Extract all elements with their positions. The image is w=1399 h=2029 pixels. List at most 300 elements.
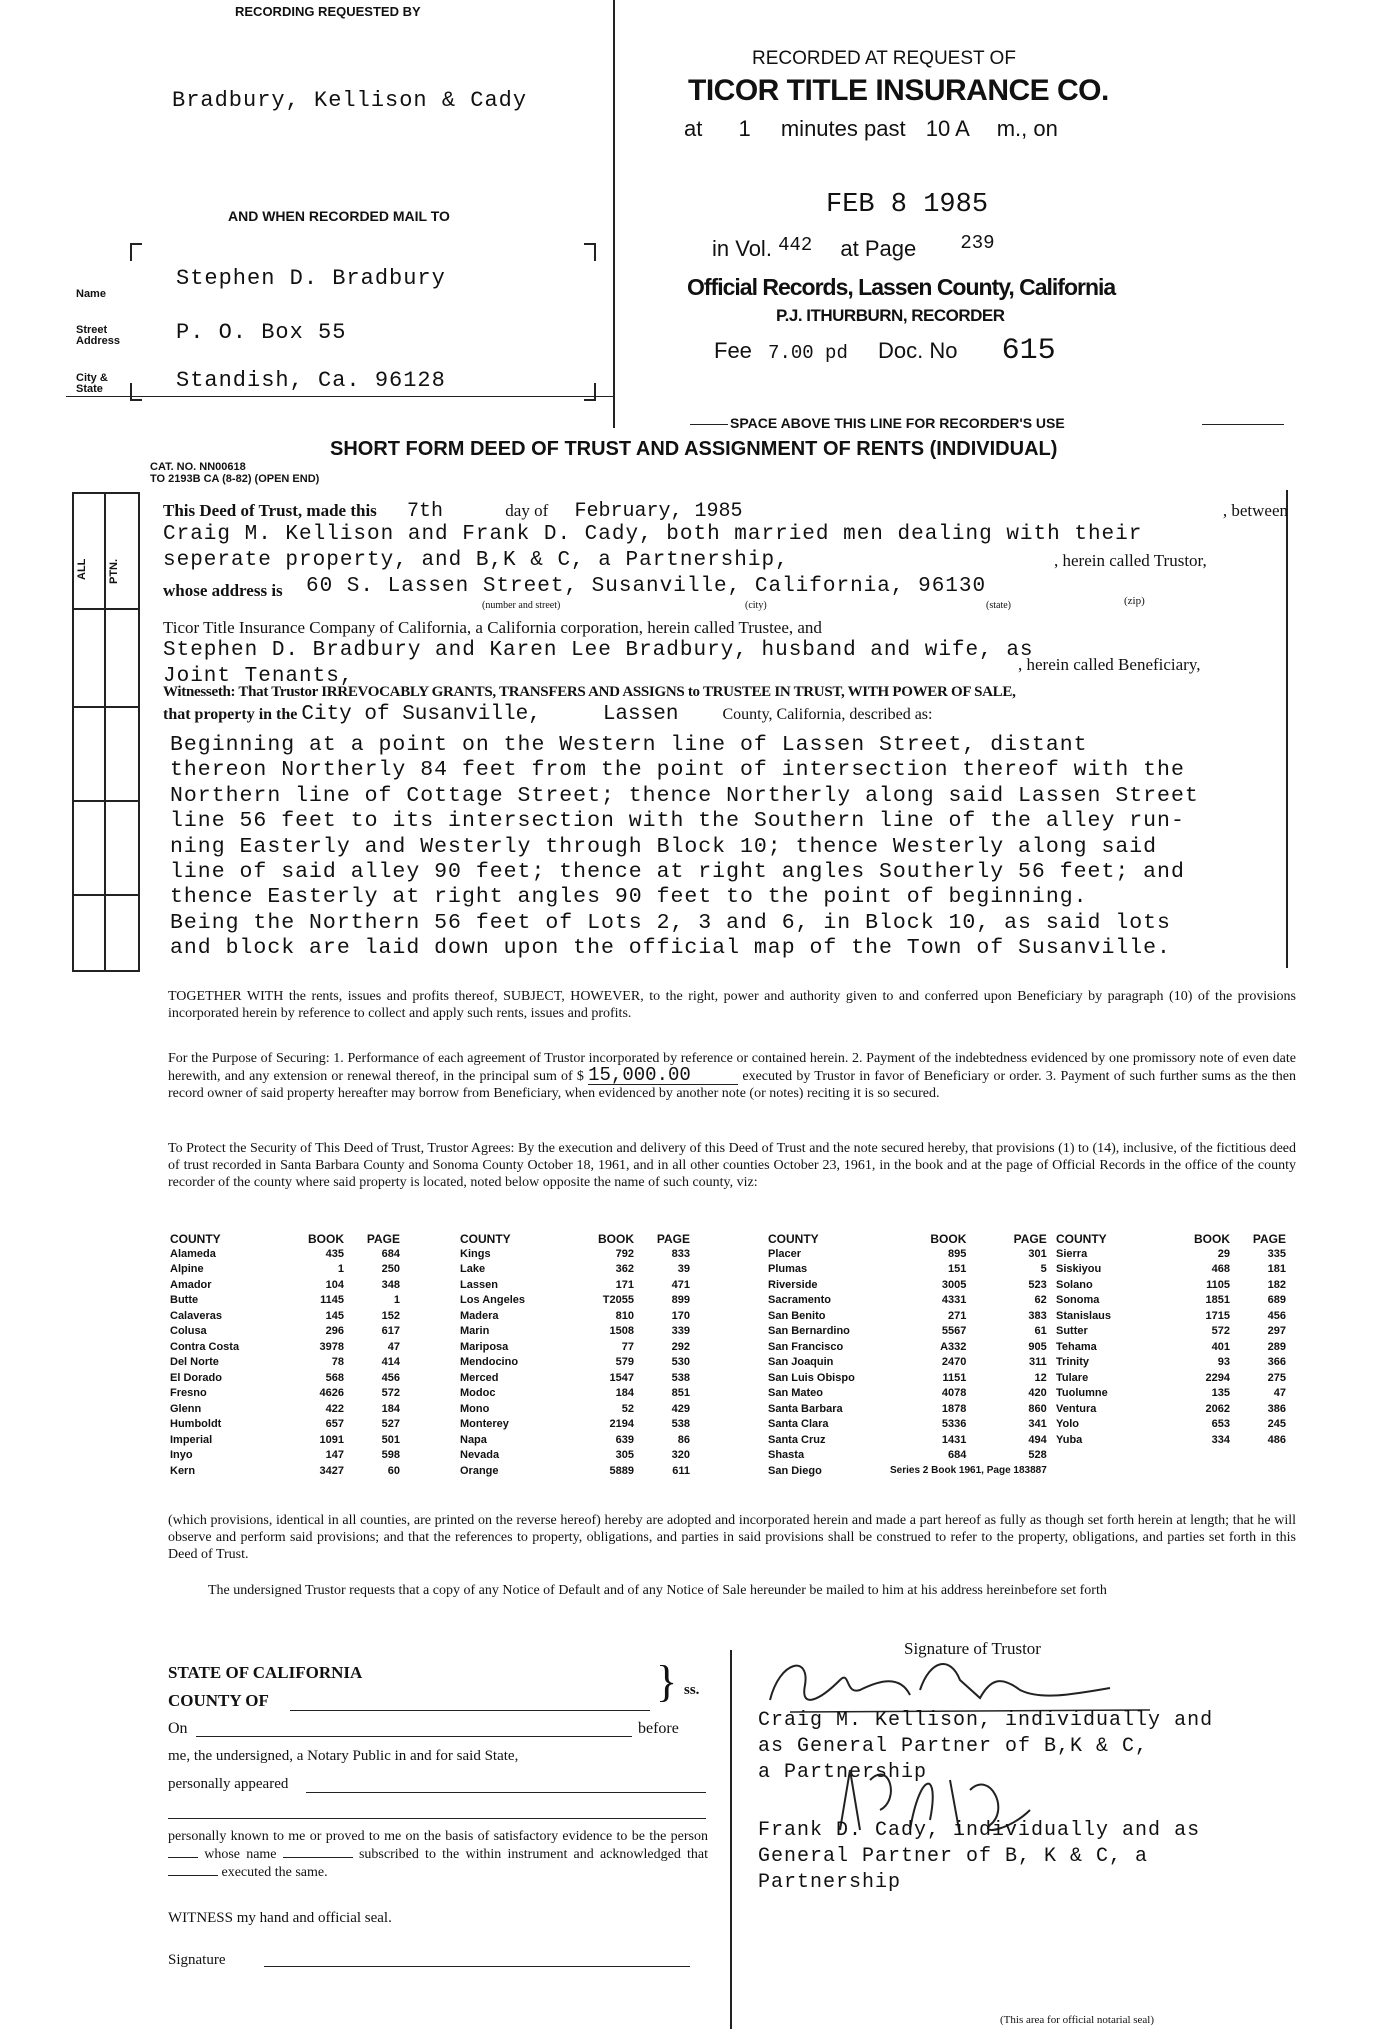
county-row bbox=[766, 1386, 1049, 1402]
county-row bbox=[168, 1308, 402, 1324]
county-name: Sutter bbox=[1056, 1325, 1088, 1338]
county-page: 383 bbox=[1028, 1309, 1047, 1322]
month-year-value: February, 1985 bbox=[574, 500, 743, 523]
county-book: 1878 bbox=[941, 1402, 967, 1415]
county-header-cell: PAGE bbox=[366, 1232, 400, 1246]
county-name: Butte bbox=[170, 1294, 199, 1307]
county-row bbox=[1054, 1308, 1288, 1324]
county-book: 4331 bbox=[941, 1294, 967, 1307]
county-book: 422 bbox=[325, 1402, 344, 1415]
county-name: Nevada bbox=[460, 1449, 500, 1462]
county-row bbox=[458, 1401, 692, 1417]
county-book: 1851 bbox=[1205, 1294, 1230, 1307]
county-name: Los Angeles bbox=[460, 1294, 525, 1307]
recorded-date-stamp: FEB 8 1985 bbox=[826, 190, 989, 220]
county-book: 579 bbox=[615, 1356, 634, 1369]
trustor-1-line-1: Craig M. Kellison, individually and bbox=[758, 1709, 1214, 1732]
county-column bbox=[1054, 1232, 1288, 1479]
county-row bbox=[766, 1401, 1049, 1417]
notary-that-blank bbox=[168, 1875, 218, 1876]
county-page: 60 bbox=[387, 1464, 400, 1477]
county-row bbox=[168, 1293, 402, 1309]
county-book: 3427 bbox=[319, 1464, 344, 1477]
county-row bbox=[168, 1339, 402, 1355]
county-header-cell: COUNTY bbox=[1056, 1232, 1107, 1246]
trustor-2-line-3: Partnership bbox=[758, 1871, 902, 1894]
county-page: 486 bbox=[1267, 1433, 1286, 1446]
county-page: 275 bbox=[1267, 1371, 1286, 1384]
description-line: Being the Northern 56 feet of Lots 2, 3 and 6, in Block 10, as said lots bbox=[170, 910, 1171, 935]
county-page bbox=[1232, 1463, 1288, 1479]
zip-caption: (zip) bbox=[1124, 595, 1145, 607]
recorded-at-request-label: RECORDED AT REQUEST OF bbox=[752, 48, 1016, 69]
notary-before: before bbox=[638, 1720, 679, 1737]
city-state-label: City & State bbox=[76, 372, 108, 395]
county-column bbox=[168, 1232, 402, 1479]
county-page: 598 bbox=[381, 1449, 400, 1462]
county-book: T2055 bbox=[602, 1294, 634, 1307]
county-page: 301 bbox=[1028, 1247, 1047, 1260]
county-page: 47 bbox=[387, 1340, 400, 1353]
county-book: 78 bbox=[331, 1356, 344, 1369]
county-row bbox=[168, 1401, 402, 1417]
county-row bbox=[1054, 1386, 1288, 1402]
signature-area-divider bbox=[730, 1650, 732, 2029]
county-page: 348 bbox=[381, 1278, 400, 1291]
county-row bbox=[168, 1355, 402, 1371]
county-row bbox=[458, 1432, 692, 1448]
county-page: 528 bbox=[1028, 1449, 1047, 1462]
side-label-all: ALL bbox=[76, 558, 88, 580]
doc-label: Doc. No bbox=[878, 338, 958, 363]
county-page: 170 bbox=[671, 1309, 690, 1322]
county-book: 639 bbox=[615, 1433, 634, 1446]
county-row bbox=[458, 1308, 692, 1324]
county-header-cell: COUNTY bbox=[460, 1232, 511, 1246]
ticor-company-name: TICOR TITLE INSURANCE CO. bbox=[688, 74, 1109, 107]
recorder-use-rule-right bbox=[1202, 424, 1284, 425]
county-page: 527 bbox=[381, 1418, 400, 1431]
county-column bbox=[766, 1232, 1049, 1479]
county-page: 86 bbox=[677, 1433, 690, 1446]
county-name: Solano bbox=[1056, 1278, 1093, 1291]
county-book: 305 bbox=[615, 1449, 634, 1462]
county-name: San Mateo bbox=[768, 1387, 824, 1400]
county-name: Sierra bbox=[1056, 1247, 1088, 1260]
county-header-cell: PAGE bbox=[656, 1232, 690, 1246]
county-row bbox=[1054, 1339, 1288, 1355]
notary-person-blank bbox=[168, 1857, 198, 1858]
county-name: Tuolumne bbox=[1056, 1387, 1108, 1400]
county-page: 62 bbox=[1034, 1294, 1047, 1307]
county-book: 3978 bbox=[319, 1340, 344, 1353]
county-book: 5889 bbox=[609, 1464, 634, 1477]
county-book: 77 bbox=[621, 1340, 634, 1353]
county-row bbox=[458, 1463, 692, 1479]
trustor-address: 60 S. Lassen Street, Susanville, California, 96130 bbox=[306, 575, 987, 598]
county-page: 905 bbox=[1028, 1340, 1047, 1353]
fee-label: Fee bbox=[714, 338, 752, 363]
purpose-text-b: executed by Trustor in favor of Beneficiary or order. 3. Payment of such further sums as the then record owner of said property hereafter may borrow from Beneficiary, when evidenced by another note (or notes) reciting it is so secured. bbox=[168, 1069, 1297, 1101]
page-value: 239 bbox=[960, 232, 995, 254]
recording-requested-by-value: Bradbury, Kellison & Cady bbox=[172, 88, 528, 113]
county-page: 152 bbox=[381, 1309, 400, 1322]
county-name: Fresno bbox=[170, 1387, 207, 1400]
purpose-paragraph bbox=[168, 1050, 1296, 1102]
notary-county-label: COUNTY OF bbox=[168, 1691, 269, 1710]
county-row bbox=[766, 1370, 1049, 1386]
county-row bbox=[1054, 1293, 1288, 1309]
county-row bbox=[168, 1463, 402, 1479]
description-line: and block are laid down upon the official map of the Town of Susanville. bbox=[170, 936, 1171, 961]
county-book: 684 bbox=[948, 1449, 967, 1462]
form-number: TO 2193B CA (8-82) (OPEN END) bbox=[150, 473, 320, 485]
county-page: 494 bbox=[1028, 1433, 1047, 1446]
county-page: 250 bbox=[381, 1263, 400, 1276]
county-name: Mono bbox=[460, 1402, 490, 1415]
county-book bbox=[1176, 1448, 1232, 1464]
property-prefix: that property in the bbox=[163, 706, 298, 723]
county-book: 151 bbox=[948, 1263, 967, 1276]
county-book: 2062 bbox=[1205, 1402, 1230, 1415]
county-book: A332 bbox=[940, 1340, 967, 1353]
county-book: 5567 bbox=[941, 1325, 967, 1338]
recorder-name: P.J. ITHURBURN, RECORDER bbox=[776, 306, 1005, 325]
county-page: 899 bbox=[671, 1294, 690, 1307]
property-line bbox=[163, 703, 1283, 726]
county-book: 792 bbox=[615, 1247, 634, 1260]
purpose-text-a: For the Purpose of Securing: 1. Performance of each agreement of Trustor incorporated by reference or contained herein. 2. Payment of the indebtedness evidenced by one promissory note of even date herewith, and any extension or renewal thereof, in the principal sum of $ bbox=[168, 1051, 1296, 1084]
name-value: Stephen D. Bradbury bbox=[176, 266, 446, 291]
herein-trustor-label: , herein called Trustor, bbox=[1054, 551, 1207, 570]
county-row bbox=[766, 1324, 1049, 1340]
county-row bbox=[458, 1324, 692, 1340]
county-book: 271 bbox=[948, 1309, 967, 1322]
recorded-time-line bbox=[684, 116, 1058, 142]
number-street-caption: (number and street) bbox=[482, 600, 561, 611]
county-book: 147 bbox=[325, 1449, 344, 1462]
county-page: 851 bbox=[671, 1387, 690, 1400]
minutes-past-label: minutes past bbox=[780, 116, 906, 141]
county-book: 4078 bbox=[941, 1387, 967, 1400]
trustor-2-line-2: General Partner of B, K & C, a bbox=[758, 1845, 1149, 1868]
day-of: day of bbox=[505, 501, 549, 520]
county-page: 39 bbox=[677, 1263, 690, 1276]
county-page bbox=[1232, 1448, 1288, 1464]
notary-state: STATE OF CALIFORNIA bbox=[168, 1663, 363, 1682]
at-label: at bbox=[684, 116, 703, 141]
county-name: Kings bbox=[460, 1247, 491, 1260]
street-label: Street Address bbox=[76, 324, 121, 347]
county-row bbox=[766, 1277, 1049, 1293]
county-name: Inyo bbox=[170, 1449, 193, 1462]
which-provisions-paragraph: (which provisions, identical in all counties, are printed on the reverse hereof) hereby are adopted and incorporated herein and made a part hereof as fully as though set forth herein at length; that he will observe and perform said provisions; and that the references to property, obligations, and parties in said provisions shall be construed to refer to the property, obligations, and parties set forth in this Deed of Trust. bbox=[168, 1513, 1296, 1562]
property-county: Lassen bbox=[602, 703, 679, 726]
county-page: 335 bbox=[1267, 1247, 1286, 1260]
county-name: Yolo bbox=[1056, 1418, 1080, 1431]
county-page: 611 bbox=[672, 1464, 690, 1477]
county-page: 12 bbox=[1034, 1371, 1047, 1384]
county-book: 1431 bbox=[941, 1433, 967, 1446]
county-book: 1 bbox=[337, 1263, 344, 1276]
county-book: 657 bbox=[325, 1418, 344, 1431]
county-name: Mendocino bbox=[460, 1356, 519, 1369]
county-row bbox=[766, 1293, 1049, 1309]
county-header-cell: BOOK bbox=[930, 1232, 967, 1246]
volume-line bbox=[712, 232, 995, 262]
county-row bbox=[1054, 1262, 1288, 1278]
county-page: 47 bbox=[1273, 1387, 1286, 1400]
address-prefix: whose address is bbox=[163, 581, 283, 600]
county-name: Orange bbox=[460, 1464, 499, 1477]
county-page: 181 bbox=[1267, 1263, 1286, 1276]
county-page: 182 bbox=[1267, 1278, 1286, 1291]
county-page: 471 bbox=[671, 1278, 690, 1291]
county-book bbox=[1176, 1463, 1232, 1479]
county-book: 1151 bbox=[942, 1371, 967, 1384]
county-page: 860 bbox=[1028, 1402, 1047, 1415]
notary-me-text: me, the undersigned, a Notary Public in and for said State, bbox=[168, 1748, 519, 1764]
county-page: 341 bbox=[1028, 1418, 1047, 1431]
name-label: Name bbox=[76, 288, 106, 300]
county-row bbox=[168, 1448, 402, 1464]
county-book: 52 bbox=[621, 1402, 634, 1415]
county-book: 135 bbox=[1211, 1387, 1230, 1400]
county-page: 297 bbox=[1267, 1325, 1286, 1338]
county-page: 5 bbox=[1040, 1263, 1047, 1276]
mail-to-label: AND WHEN RECORDED MAIL TO bbox=[228, 208, 450, 224]
request-notice-paragraph: The undersigned Trustor requests that a copy of any Notice of Default and of any Notice of Sale hereunder be mailed to him at his address hereinbefore set forth bbox=[208, 1583, 1107, 1598]
county-row bbox=[168, 1417, 402, 1433]
principal-sum: 15,000.00 bbox=[588, 1067, 738, 1085]
header-bottom-rule bbox=[66, 396, 614, 397]
county-row bbox=[458, 1370, 692, 1386]
county-page: 689 bbox=[1267, 1294, 1286, 1307]
county-book: 184 bbox=[615, 1387, 634, 1400]
notary-county-line bbox=[290, 1710, 650, 1711]
county-name: Tulare bbox=[1056, 1371, 1089, 1384]
document-title: SHORT FORM DEED OF TRUST AND ASSIGNMENT OF RENTS (INDIVIDUAL) bbox=[330, 438, 1058, 460]
county-header-cell: BOOK bbox=[1194, 1232, 1230, 1246]
county-row bbox=[766, 1308, 1049, 1324]
notary-blank-line bbox=[168, 1818, 706, 1819]
official-records-line: Official Records, Lassen County, California bbox=[687, 274, 1116, 300]
recording-requested-by-label: RECORDING REQUESTED BY bbox=[235, 4, 421, 19]
county-name: Siskiyou bbox=[1056, 1263, 1102, 1276]
beneficiary-line-2: Joint Tenants, bbox=[163, 665, 354, 688]
county-name: Ventura bbox=[1056, 1402, 1097, 1415]
county-book: 362 bbox=[615, 1263, 634, 1276]
county-name: San Benito bbox=[768, 1309, 826, 1322]
county-row bbox=[1054, 1463, 1288, 1479]
notary-on: On bbox=[168, 1720, 188, 1737]
county-book: 1105 bbox=[1206, 1278, 1230, 1291]
trustor-2-line-1: Frank D. Cady, individually and as bbox=[758, 1819, 1201, 1842]
minutes-value: 1 bbox=[738, 116, 751, 141]
county-row bbox=[458, 1293, 692, 1309]
county-name: Del Norte bbox=[170, 1356, 219, 1369]
herein-beneficiary-label: , herein called Beneficiary, bbox=[1018, 655, 1201, 674]
county-page: 1 bbox=[393, 1294, 400, 1307]
notary-name-blank bbox=[283, 1857, 353, 1858]
description-line: thereon Northerly 84 feet from the point of intersection thereof with the bbox=[170, 758, 1185, 783]
county-book: 2194 bbox=[609, 1418, 634, 1431]
county-name: San Joaquin bbox=[768, 1356, 834, 1369]
notary-signature-line bbox=[264, 1966, 690, 1967]
county-row bbox=[458, 1246, 692, 1262]
county-name: Calaveras bbox=[170, 1309, 222, 1322]
county-page: 184 bbox=[381, 1402, 400, 1415]
county-page: 538 bbox=[671, 1418, 690, 1431]
county-book: 2294 bbox=[1205, 1371, 1230, 1384]
county-name: San Francisco bbox=[768, 1340, 844, 1353]
county-header-cell: PAGE bbox=[1013, 1232, 1047, 1246]
county-row bbox=[766, 1463, 1049, 1479]
county-name: Placer bbox=[768, 1247, 802, 1260]
county-book: 1715 bbox=[1205, 1309, 1230, 1322]
county-book: 572 bbox=[1211, 1325, 1230, 1338]
county-name: Glenn bbox=[170, 1402, 202, 1415]
county-book: 4626 bbox=[319, 1387, 344, 1400]
county-book: 296 bbox=[325, 1325, 344, 1338]
description-line: line 56 feet to its intersection with the Southern line of the alley run- bbox=[170, 809, 1185, 834]
county-book: 93 bbox=[1217, 1356, 1230, 1369]
notary-whose-name: whose name bbox=[204, 1847, 277, 1862]
county-name: Contra Costa bbox=[170, 1340, 240, 1353]
made-this-line bbox=[163, 500, 1288, 523]
county-page: 386 bbox=[1267, 1402, 1286, 1415]
made-prefix: This Deed of Trust, made this bbox=[163, 501, 377, 520]
county-row bbox=[168, 1432, 402, 1448]
description-line: Beginning at a point on the Western line of Lassen Street, distant bbox=[170, 733, 1088, 757]
description-line: ning Easterly and Westerly through Block 10; thence Westerly along said bbox=[170, 834, 1158, 859]
fee-line bbox=[714, 334, 1056, 368]
county-row bbox=[458, 1448, 692, 1464]
notary-brace: } bbox=[656, 1657, 678, 1706]
county-row bbox=[766, 1246, 1049, 1262]
county-book: 568 bbox=[325, 1371, 344, 1384]
right-margin-rule bbox=[1286, 490, 1288, 968]
county-book: 2470 bbox=[941, 1356, 967, 1369]
county-page: 572 bbox=[381, 1387, 400, 1400]
county-page: 245 bbox=[1267, 1418, 1286, 1431]
county-name bbox=[1054, 1463, 1176, 1479]
county-page: 833 bbox=[671, 1247, 690, 1260]
county-row bbox=[458, 1339, 692, 1355]
vol-value: 442 bbox=[778, 234, 813, 256]
county-name: San Bernardino bbox=[768, 1325, 850, 1338]
notary-ss: ss. bbox=[684, 1682, 700, 1698]
county-name: Lassen bbox=[460, 1278, 498, 1291]
county-header-cell: PAGE bbox=[1252, 1232, 1286, 1246]
county-page: 501 bbox=[381, 1433, 400, 1446]
county-book: 1508 bbox=[609, 1325, 634, 1338]
county-page: 538 bbox=[671, 1371, 690, 1384]
county-name: Madera bbox=[460, 1309, 499, 1322]
county-row bbox=[458, 1262, 692, 1278]
county-column bbox=[458, 1232, 692, 1479]
trustor-1-line-2: as General Partner of B,K & C, bbox=[758, 1735, 1149, 1758]
county-name: Napa bbox=[460, 1433, 487, 1446]
county-row bbox=[168, 1246, 402, 1262]
hour-value: 10 A bbox=[925, 116, 969, 141]
official-seal-area-label: (This area for official notarial seal) bbox=[1000, 2014, 1155, 2026]
county-page: 530 bbox=[671, 1356, 690, 1369]
county-page: 429 bbox=[671, 1402, 690, 1415]
notary-personally-appeared: personally appeared bbox=[168, 1776, 289, 1792]
county-row bbox=[766, 1417, 1049, 1433]
page-label: at Page bbox=[840, 236, 917, 261]
county-name: El Dorado bbox=[170, 1371, 222, 1384]
county-records-table bbox=[168, 1232, 1298, 1512]
side-label-ptn: PTN. bbox=[108, 558, 120, 584]
city-caption: (city) bbox=[745, 600, 767, 611]
county-row bbox=[458, 1355, 692, 1371]
county-page: 366 bbox=[1267, 1356, 1286, 1369]
street-value: P. O. Box 55 bbox=[176, 320, 347, 345]
description-line: line of said alley 90 feet; thence at right angles Southerly 56 feet; and bbox=[170, 860, 1185, 885]
county-name: Kern bbox=[170, 1464, 196, 1477]
county-row bbox=[766, 1448, 1049, 1464]
witnesseth-clause: Witnesseth: That Trustor IRREVOCABLY GRANTS, TRANSFERS AND ASSIGNS to TRUSTEE IN TRUST, WITH POWER OF SALE, bbox=[163, 684, 1016, 700]
county-header-cell: BOOK bbox=[598, 1232, 634, 1246]
notary-executed: executed the same. bbox=[221, 1865, 328, 1880]
county-page: 292 bbox=[671, 1340, 690, 1353]
together-with-paragraph: TOGETHER WITH the rents, issues and profits thereof, SUBJECT, HOWEVER, to the right, power and authority given to and conferred upon Beneficiary by paragraph (10) of the provisions incorporated herein by reference to collect and apply such rents, issues and profits. bbox=[168, 989, 1296, 1021]
notary-appeared-line bbox=[306, 1792, 706, 1793]
county-book: 435 bbox=[325, 1247, 344, 1260]
county-name: Lake bbox=[460, 1263, 486, 1276]
county-row bbox=[458, 1386, 692, 1402]
county-book: 653 bbox=[1211, 1418, 1230, 1431]
county-name: Marin bbox=[460, 1325, 490, 1338]
county-page: 320 bbox=[671, 1449, 690, 1462]
county-row bbox=[766, 1262, 1049, 1278]
county-name bbox=[1054, 1448, 1176, 1464]
county-row bbox=[766, 1339, 1049, 1355]
county-page: 684 bbox=[381, 1247, 400, 1260]
county-name: San Luis Obispo bbox=[768, 1371, 855, 1384]
county-book: 5336 bbox=[941, 1418, 967, 1431]
county-page: 414 bbox=[381, 1356, 400, 1369]
vol-label: in Vol. bbox=[712, 236, 772, 261]
county-page: 523 bbox=[1028, 1278, 1047, 1291]
county-name: Sacramento bbox=[768, 1294, 831, 1307]
county-name: Imperial bbox=[170, 1433, 213, 1446]
county-name: Alameda bbox=[170, 1247, 216, 1260]
county-name: Colusa bbox=[170, 1325, 207, 1338]
property-city: City of Susanville, bbox=[301, 703, 541, 726]
notary-known: personally known to me or proved to me on the basis of satisfactory evidence to be the person bbox=[168, 1829, 708, 1844]
county-name: Modoc bbox=[460, 1387, 496, 1400]
protect-security-paragraph: To Protect the Security of This Deed of Trust, Trustor Agrees: By the execution and delivery of this Deed of Trust and the note secured hereby, that provisions (1) to (14), inclusive, of the fictitious deed of trust recorded in Santa Barbara County and Sonoma County October 18, 1961, and in all other counties October 23, 1961, in the book and at the page of Official Records in the office of the county recorder of the county where said property is located, noted below opposite the name of such county, viz: bbox=[168, 1141, 1296, 1190]
county-book: 104 bbox=[325, 1278, 344, 1291]
county-row bbox=[1054, 1370, 1288, 1386]
county-book: 1547 bbox=[609, 1371, 634, 1384]
county-name: Trinity bbox=[1056, 1356, 1090, 1369]
day-value: 7th bbox=[407, 500, 444, 523]
county-page: 339 bbox=[671, 1325, 690, 1338]
notary-signature-label: Signature bbox=[168, 1952, 226, 1968]
county-book: 334 bbox=[1211, 1433, 1230, 1446]
notary-known-text bbox=[168, 1828, 708, 1882]
county-row bbox=[458, 1417, 692, 1433]
county-row bbox=[1054, 1401, 1288, 1417]
county-row bbox=[168, 1324, 402, 1340]
county-row bbox=[766, 1355, 1049, 1371]
county-row bbox=[168, 1370, 402, 1386]
notary-witness: WITNESS my hand and official seal. bbox=[168, 1910, 392, 1926]
